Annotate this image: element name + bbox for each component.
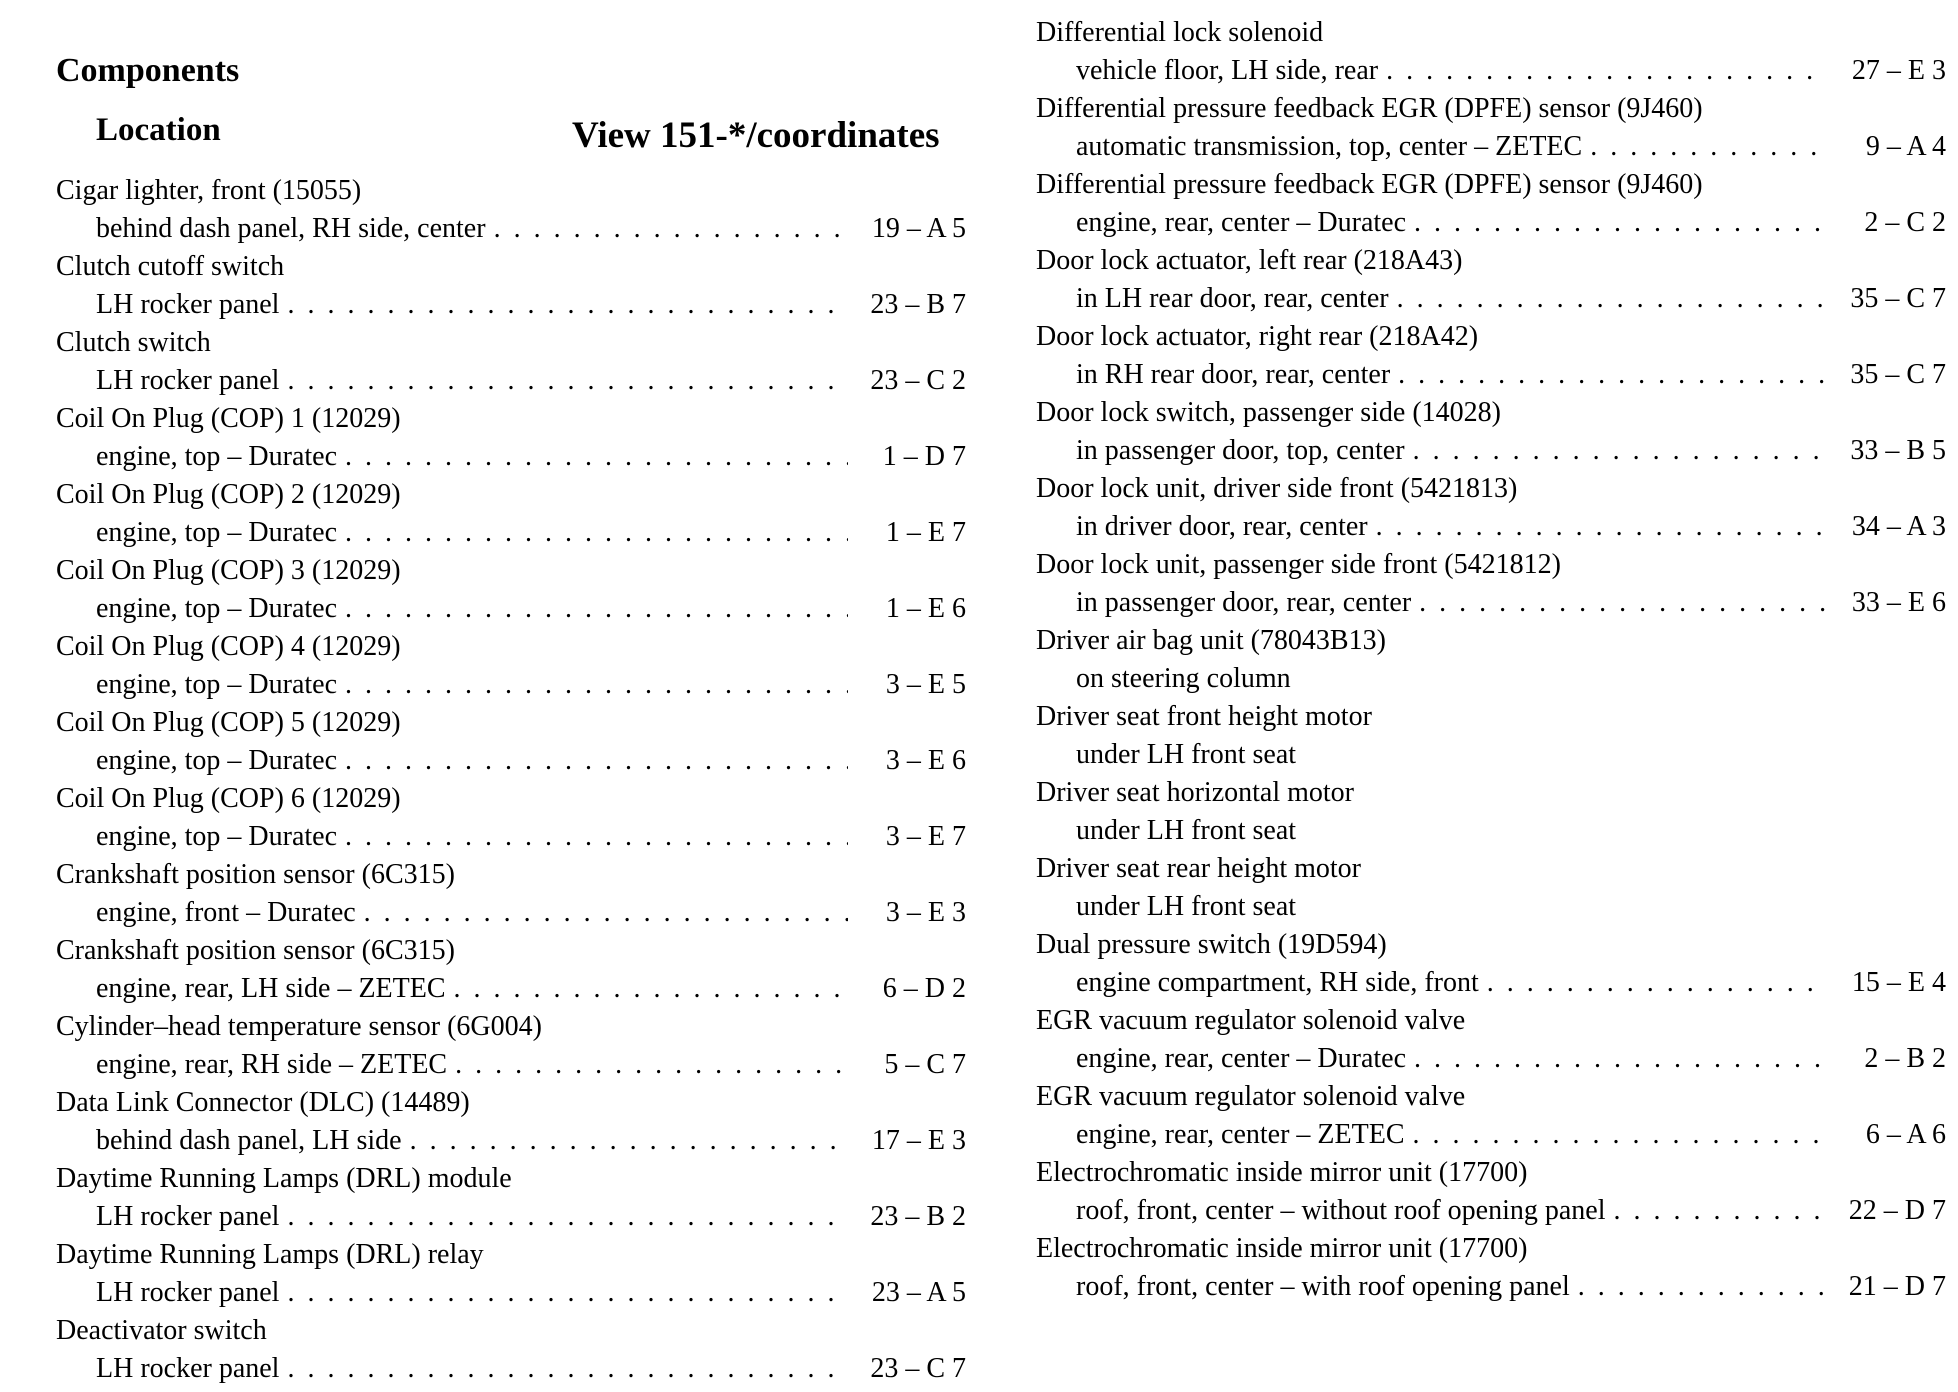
- component-entry: [56, 552, 966, 628]
- dot-leader: [1398, 356, 1828, 394]
- component-entry: [1036, 1230, 1946, 1306]
- component-name: Coil On Plug (COP) 6 (12029): [56, 783, 401, 814]
- left-component-list: [56, 172, 966, 1388]
- component-entry: [56, 1236, 966, 1312]
- dot-leader: [345, 742, 848, 780]
- view-coordinate: 2 – B 2: [1864, 1043, 1946, 1074]
- component-entry: [56, 476, 966, 552]
- view-coordinate: 6 – A 6: [1865, 1119, 1946, 1150]
- component-entry: [1036, 470, 1946, 546]
- component-entry: [1036, 394, 1946, 470]
- dot-leader: [1386, 52, 1828, 90]
- component-location: under LH front seat: [1076, 891, 1297, 922]
- component-entry: [1036, 850, 1946, 926]
- component-location-row: [1036, 1192, 1946, 1230]
- dot-leader: [1376, 508, 1828, 546]
- component-name: Coil On Plug (COP) 3 (12029): [56, 555, 401, 586]
- view-coordinate: 3 – E 6: [885, 745, 966, 776]
- component-entry: [1036, 774, 1946, 850]
- component-location-row: [56, 666, 966, 704]
- component-entry: [56, 248, 966, 324]
- component-name: Crankshaft position sensor (6C315): [56, 859, 455, 890]
- view-coordinate: 2 – C 2: [1864, 207, 1946, 238]
- component-entry: [56, 932, 966, 1008]
- view-coordinate: 1 – E 7: [885, 517, 966, 548]
- dot-leader: [494, 210, 848, 248]
- component-location-row: [56, 438, 966, 476]
- component-location-row: [56, 894, 966, 932]
- dot-leader: [1614, 1192, 1828, 1230]
- dot-leader: [364, 894, 848, 932]
- component-location: LH rocker panel: [96, 1277, 280, 1308]
- component-location: engine, top – Duratec: [96, 441, 338, 472]
- view-coordinate: 19 – A 5: [871, 213, 966, 244]
- view-coordinate: 23 – B 7: [870, 289, 966, 320]
- view-coordinate: 5 – C 7: [884, 1049, 966, 1080]
- component-entry: [56, 400, 966, 476]
- component-name: Coil On Plug (COP) 1 (12029): [56, 403, 401, 434]
- component-location: engine, top – Duratec: [96, 593, 338, 624]
- component-location: roof, front, center – with roof opening panel: [1076, 1271, 1570, 1302]
- view-coordinate: 23 – B 2: [870, 1201, 966, 1232]
- dot-leader: [345, 590, 848, 628]
- dot-leader: [1413, 1116, 1829, 1154]
- view-coordinate: 23 – A 5: [871, 1277, 966, 1308]
- component-location-row: [56, 742, 966, 780]
- component-name: Driver air bag unit (78043B13): [1036, 625, 1386, 656]
- component-entry: [1036, 14, 1946, 90]
- component-location-row: [1036, 280, 1946, 318]
- view-coordinate: 15 – E 4: [1851, 967, 1946, 998]
- dot-leader: [1397, 280, 1828, 318]
- dot-leader: [345, 666, 848, 704]
- component-entry: [1036, 622, 1946, 698]
- view-coordinate: 3 – E 7: [885, 821, 966, 852]
- dot-leader: [1414, 204, 1828, 242]
- component-location-row: [1036, 432, 1946, 470]
- component-name: Dual pressure switch (19D594): [1036, 929, 1387, 960]
- component-name: Door lock actuator, left rear (218A43): [1036, 245, 1463, 276]
- component-entry: [56, 324, 966, 400]
- component-location-row: [1036, 888, 1946, 926]
- component-entry: [56, 856, 966, 932]
- component-location-row: [1036, 660, 1946, 698]
- component-location: engine, top – Duratec: [96, 745, 338, 776]
- view-coordinate: 35 – C 7: [1850, 359, 1946, 390]
- component-location-row: [1036, 204, 1946, 242]
- view-coordinate: 33 – E 6: [1851, 587, 1946, 618]
- component-location: automatic transmission, top, center – ZETEC: [1076, 131, 1583, 162]
- component-name: EGR vacuum regulator solenoid valve: [1036, 1081, 1466, 1112]
- component-entry: [56, 172, 966, 248]
- view-coordinate: 23 – C 2: [870, 365, 966, 396]
- component-name: Coil On Plug (COP) 4 (12029): [56, 631, 401, 662]
- component-name: Cigar lighter, front (15055): [56, 175, 362, 206]
- component-name: Driver seat horizontal motor: [1036, 777, 1355, 808]
- view-coordinates-column-header: View 151-*/coordinates: [572, 115, 940, 156]
- component-location-row: [1036, 1268, 1946, 1306]
- component-name: Clutch switch: [56, 327, 211, 358]
- component-location: vehicle floor, LH side, rear: [1076, 55, 1379, 86]
- component-name: Door lock actuator, right rear (218A42): [1036, 321, 1479, 352]
- component-location-row: [1036, 508, 1946, 546]
- component-entry: [1036, 90, 1946, 166]
- dot-leader: [410, 1122, 848, 1160]
- component-name: Electrochromatic inside mirror unit (17700): [1036, 1233, 1528, 1264]
- dot-leader: [287, 1274, 848, 1312]
- component-name: EGR vacuum regulator solenoid valve: [1036, 1005, 1466, 1036]
- dot-leader: [345, 514, 848, 552]
- dot-leader: [287, 1350, 848, 1388]
- component-location: engine, rear, RH side – ZETEC: [96, 1049, 448, 1080]
- dot-leader: [1578, 1268, 1828, 1306]
- component-entry: [1036, 1002, 1946, 1078]
- right-component-list: [1036, 14, 1946, 1306]
- component-location: engine, rear, center – ZETEC: [1076, 1119, 1405, 1150]
- component-name: Deactivator switch: [56, 1315, 267, 1346]
- component-name: Electrochromatic inside mirror unit (17700): [1036, 1157, 1528, 1188]
- component-entry: [1036, 926, 1946, 1002]
- dot-leader: [1414, 1040, 1828, 1078]
- view-coordinate: 6 – D 2: [882, 973, 966, 1004]
- component-entry: [56, 1084, 966, 1160]
- dot-leader: [287, 1198, 848, 1236]
- component-entry: [56, 1312, 966, 1388]
- component-location: LH rocker panel: [96, 1201, 280, 1232]
- component-location: engine, top – Duratec: [96, 669, 338, 700]
- component-location: engine, top – Duratec: [96, 821, 338, 852]
- component-entry: [1036, 698, 1946, 774]
- component-location-row: [1036, 1116, 1946, 1154]
- component-entry: [1036, 318, 1946, 394]
- component-location-row: [56, 818, 966, 856]
- component-location: under LH front seat: [1076, 739, 1297, 770]
- location-column-header: Location: [96, 112, 221, 148]
- dot-leader: [1419, 584, 1828, 622]
- component-name: Coil On Plug (COP) 2 (12029): [56, 479, 401, 510]
- component-entry: [56, 780, 966, 856]
- dot-leader: [345, 438, 848, 476]
- component-entry: [1036, 242, 1946, 318]
- component-name: Coil On Plug (COP) 5 (12029): [56, 707, 401, 738]
- component-location: LH rocker panel: [96, 1353, 280, 1384]
- view-coordinate: 21 – D 7: [1848, 1271, 1946, 1302]
- component-location-row: [1036, 52, 1946, 90]
- component-location-row: [56, 362, 966, 400]
- section-title: Components: [56, 52, 240, 89]
- view-coordinate: 34 – A 3: [1851, 511, 1946, 542]
- component-location-row: [1036, 1040, 1946, 1078]
- component-entry: [56, 704, 966, 780]
- component-location-row: [56, 1198, 966, 1236]
- component-location: in passenger door, top, center: [1076, 435, 1405, 466]
- component-location-row: [1036, 584, 1946, 622]
- component-entry: [1036, 1154, 1946, 1230]
- component-entry: [1036, 166, 1946, 242]
- component-location-row: [56, 590, 966, 628]
- component-location: in RH rear door, rear, center: [1076, 359, 1391, 390]
- component-name: Differential pressure feedback EGR (DPFE) sensor (9J460): [1036, 169, 1703, 200]
- dot-leader: [1590, 128, 1828, 166]
- component-location-row: [56, 210, 966, 248]
- component-name: Differential lock solenoid: [1036, 17, 1324, 48]
- component-location: engine, rear, center – Duratec: [1076, 1043, 1407, 1074]
- component-location: under LH front seat: [1076, 815, 1297, 846]
- component-name: Door lock switch, passenger side (14028): [1036, 397, 1502, 428]
- view-coordinate: 1 – E 6: [885, 593, 966, 624]
- component-location: LH rocker panel: [96, 289, 280, 320]
- component-location-row: [1036, 356, 1946, 394]
- component-name: Daytime Running Lamps (DRL) module: [56, 1163, 512, 1194]
- component-name: Daytime Running Lamps (DRL) relay: [56, 1239, 484, 1270]
- component-entry: [56, 1008, 966, 1084]
- component-location-row: [1036, 128, 1946, 166]
- dot-leader: [345, 818, 848, 856]
- component-name: Door lock unit, driver side front (5421813): [1036, 473, 1518, 504]
- dot-leader: [1487, 964, 1828, 1002]
- component-location: in LH rear door, rear, center: [1076, 283, 1389, 314]
- component-location: LH rocker panel: [96, 365, 280, 396]
- view-coordinate: 3 – E 5: [885, 669, 966, 700]
- component-location: engine, rear, center – Duratec: [1076, 207, 1407, 238]
- component-location: engine compartment, RH side, front: [1076, 967, 1479, 998]
- view-coordinate: 3 – E 3: [885, 897, 966, 928]
- view-coordinate: 17 – E 3: [871, 1125, 966, 1156]
- view-coordinate: 1 – D 7: [882, 441, 966, 472]
- component-location-row: [56, 1350, 966, 1388]
- component-entry: [56, 1160, 966, 1236]
- component-location-row: [56, 1274, 966, 1312]
- component-location: engine, rear, LH side – ZETEC: [96, 973, 446, 1004]
- dot-leader: [287, 362, 848, 400]
- component-location-row: [56, 286, 966, 324]
- component-location: engine, top – Duratec: [96, 517, 338, 548]
- component-location: on steering column: [1076, 663, 1291, 694]
- view-coordinate: 22 – D 7: [1848, 1195, 1946, 1226]
- dot-leader: [287, 286, 848, 324]
- dot-leader: [1413, 432, 1828, 470]
- component-name: Clutch cutoff switch: [56, 251, 285, 282]
- component-entry: [56, 628, 966, 704]
- component-entry: [1036, 546, 1946, 622]
- component-location-row: [1036, 812, 1946, 850]
- view-coordinate: 9 – A 4: [1865, 131, 1946, 162]
- dot-leader: [454, 970, 848, 1008]
- component-location-row: [56, 970, 966, 1008]
- component-location: in driver door, rear, center: [1076, 511, 1368, 542]
- component-location: roof, front, center – without roof opening panel: [1076, 1195, 1606, 1226]
- component-location: in passenger door, rear, center: [1076, 587, 1412, 618]
- component-entry: [1036, 1078, 1946, 1154]
- component-location-row: [1036, 736, 1946, 774]
- view-coordinate: 27 – E 3: [1851, 55, 1946, 86]
- component-location-row: [56, 1122, 966, 1160]
- component-location: behind dash panel, RH side, center: [96, 213, 486, 244]
- view-coordinate: 35 – C 7: [1850, 283, 1946, 314]
- component-name: Driver seat rear height motor: [1036, 853, 1361, 884]
- component-location-row: [56, 1046, 966, 1084]
- dot-leader: [455, 1046, 848, 1084]
- view-coordinate: 33 – B 5: [1850, 435, 1946, 466]
- component-name: Data Link Connector (DLC) (14489): [56, 1087, 470, 1118]
- component-name: Door lock unit, passenger side front (5421812): [1036, 549, 1561, 580]
- component-name: Cylinder–head temperature sensor (6G004): [56, 1011, 542, 1042]
- component-name: Driver seat front height motor: [1036, 701, 1372, 732]
- component-location-row: [1036, 964, 1946, 1002]
- component-name: Differential pressure feedback EGR (DPFE) sensor (9J460): [1036, 93, 1703, 124]
- component-location: engine, front – Duratec: [96, 897, 356, 928]
- component-location-row: [56, 514, 966, 552]
- component-name: Crankshaft position sensor (6C315): [56, 935, 455, 966]
- component-location: behind dash panel, LH side: [96, 1125, 402, 1156]
- view-coordinate: 23 – C 7: [870, 1353, 966, 1384]
